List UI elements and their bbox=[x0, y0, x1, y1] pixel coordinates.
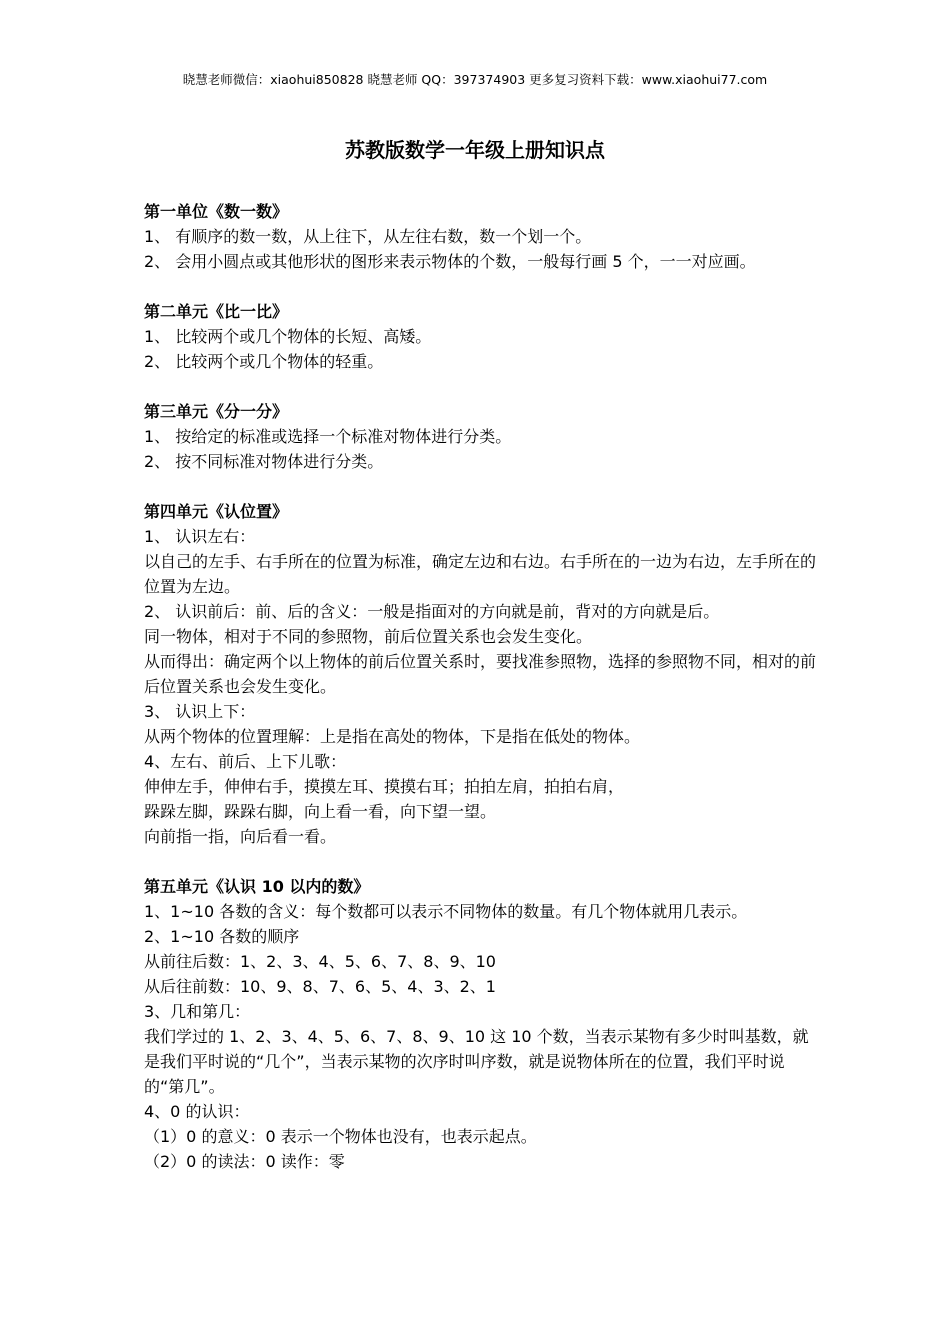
page-title: 苏教版数学一年级上册知识点 bbox=[345, 138, 605, 162]
section-title: 第四单元《认位置》 bbox=[144, 502, 289, 521]
text-line: 从而得出：确定两个以上物体的前后位置关系时，要找准参照物，选择的参照物不同，相对的前后位置关系也会发生变化。 bbox=[144, 652, 817, 696]
page-header: 晓慧老师微信：xiaohui850828 晓慧老师 QQ：397374903 更多复习资料下载：www.xiaohui77.com bbox=[182, 72, 768, 87]
section-unit-2 bbox=[144, 299, 820, 374]
text-line: 同一物体，相对于不同的参照物，前后位置关系也会发生变化。 bbox=[144, 627, 593, 646]
text-line: 4、左右、前后、上下儿歌： bbox=[144, 752, 347, 771]
text-line: 3、 认识上下： bbox=[144, 702, 256, 721]
text-line: 2、 比较两个或几个物体的轻重。 bbox=[144, 352, 384, 371]
text-line: 1、 认识左右： bbox=[144, 527, 256, 546]
text-line: 1、 按给定的标准或选择一个标准对物体进行分类。 bbox=[144, 427, 512, 446]
text-line: （1）0 的意义：0 表示一个物体也没有，也表示起点。 bbox=[144, 1127, 537, 1146]
section-unit-3 bbox=[144, 399, 820, 474]
text-line: 以自己的左手、右手所在的位置为标准，确定左边和右边。右手所在的一边为右边，左手所在的位置为左边。 bbox=[144, 552, 817, 596]
section-title: 第五单元《认识 10 以内的数》 bbox=[144, 877, 370, 896]
section-unit-1 bbox=[144, 199, 820, 274]
text-line: 我们学过的 1、2、3、4、5、6、7、8、9、10 这 10 个数，当表示某物有多少时叫基数，就是我们平时说的“几个”，当表示某物的次序时叫序数，就是说物体所在的位置，我们平时说的“第几”。 bbox=[144, 1027, 809, 1096]
section-unit-4 bbox=[144, 499, 820, 849]
section-unit-5 bbox=[144, 874, 820, 1174]
text-line: 从两个物体的位置理解：上是指在高处的物体，下是指在低处的物体。 bbox=[144, 727, 641, 746]
text-line: （2）0 的读法：0 读作：零 bbox=[144, 1152, 345, 1171]
section-title: 第一单位《数一数》 bbox=[144, 202, 289, 221]
document-body bbox=[144, 199, 820, 1199]
text-line: 伸伸左手，伸伸右手，摸摸左耳、摸摸右耳；拍拍左肩，拍拍右肩， bbox=[144, 777, 625, 796]
text-line: 从前往后数：1、2、3、4、5、6、7、8、9、10 bbox=[144, 952, 496, 971]
section-title: 第三单元《分一分》 bbox=[144, 402, 289, 421]
text-line: 2、 认识前后：前、后的含义：一般是指面对的方向就是前，背对的方向就是后。 bbox=[144, 602, 720, 621]
text-line: 2、 按不同标准对物体进行分类。 bbox=[144, 452, 384, 471]
text-line: 2、1~10 各数的顺序 bbox=[144, 927, 300, 946]
section-title: 第二单元《比一比》 bbox=[144, 302, 289, 321]
text-line: 4、0 的认识： bbox=[144, 1102, 250, 1121]
text-line: 跺跺左脚，跺跺右脚，向上看一看，向下望一望。 bbox=[144, 802, 497, 821]
text-line: 1、 比较两个或几个物体的长短、高矮。 bbox=[144, 327, 432, 346]
text-line: 1、1~10 各数的含义：每个数都可以表示不同物体的数量。有几个物体就用几表示。 bbox=[144, 902, 748, 921]
text-line: 从后往前数：10、9、8、7、6、5、4、3、2、1 bbox=[144, 977, 496, 996]
text-line: 向前指一指，向后看一看。 bbox=[144, 827, 337, 846]
text-line: 1、 有顺序的数一数，从上往下，从左往右数，数一个划一个。 bbox=[144, 227, 592, 246]
text-line: 3、几和第几： bbox=[144, 1002, 251, 1021]
text-line: 2、 会用小圆点或其他形状的图形来表示物体的个数，一般每行画 5 个，一一对应画。 bbox=[144, 252, 756, 271]
